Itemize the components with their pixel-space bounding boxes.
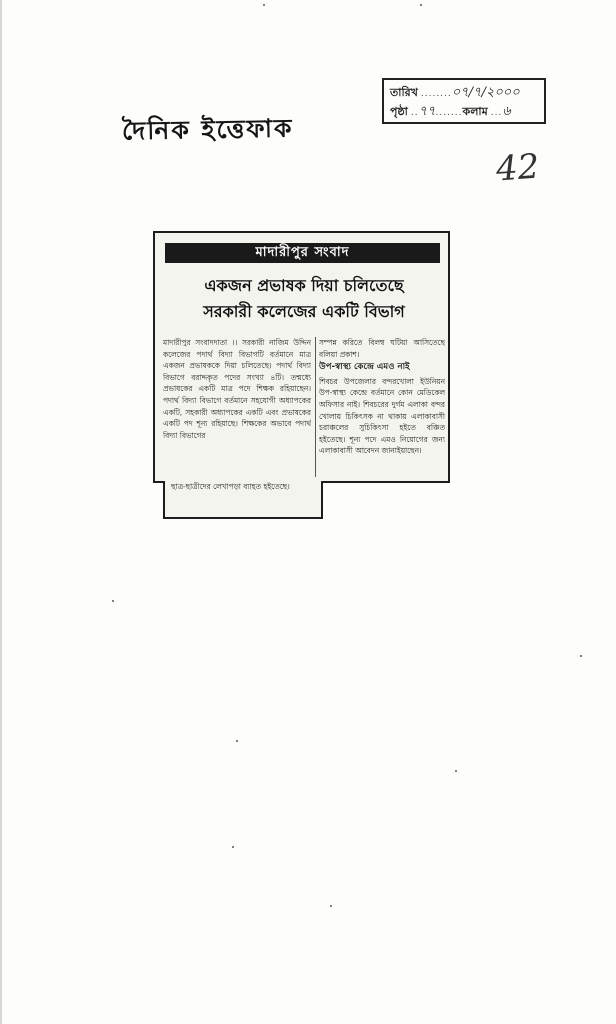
scan-speck bbox=[455, 770, 457, 772]
clipping-left-column: মাদারীপুর সংবাদদাতা ।। সরকারী নাজিম উদ্দিন কলেজের পদার্থ বিদ্যা বিভাগটি বর্তমানে মাত্র একজন প্রভাষককে দিয়া চলিতেছে। পদার্থ বিদ্যা বিভাগে বরাদ্দকৃত পদের সংখ্যা ৪টি। তন্মধ্যে প্রভাষকের একটি মাত্র পদে শিক্ষক রহিয়াছেন। পদার্থ বিদ্যা বিভাগে বর্তমানে সহযোগী অধ্যাপকের একটি, সহকারী অধ্যাপকের একটি এবং প্রভাষকের একটি পদ শূন্য রহিয়াছে। শিক্ষকের অভাবে পদার্থ বিদ্যা বিভাগের bbox=[163, 338, 311, 440]
scan-speck bbox=[580, 655, 582, 657]
clipping-main-block bbox=[153, 231, 450, 483]
stamp-date-row bbox=[390, 83, 538, 102]
stamp-dots: .. bbox=[410, 108, 419, 118]
handwritten-page-number: 42 bbox=[494, 146, 541, 190]
stamp-dots: ....... bbox=[435, 108, 463, 118]
scan-speck bbox=[420, 4, 422, 6]
headline-line-1: একজন প্রভাষক দিয়া চলিতেছে bbox=[204, 276, 404, 295]
scan-speck bbox=[330, 905, 332, 907]
right-column-intro: সম্পন্ন করিতে বিলম্ব ঘটিয়া আসিতেছে বলিয়া প্রকাশ। bbox=[319, 338, 445, 359]
clipping-tail-block bbox=[163, 481, 323, 519]
newspaper-clipping bbox=[153, 231, 450, 521]
clipping-banner: মাদারীপুর সংবাদ bbox=[165, 243, 440, 263]
scan-speck bbox=[263, 4, 265, 6]
right-column-body: শিবচর উপজেলার বন্দরখোলা ইউনিয়ন উপ-স্বাস্থ্য কেন্দ্রে বর্তমানে কোন মেডিকেল অফিসার নাই। শিবচরের দুর্গম এলাকা বন্দর খোলায় চিকিৎসক না থাকায় এলাকাবাসী চরাঞ্চলের সুচিকিৎসা হইতে বঞ্চিত হইতেছে। শূন্য পদে এমও নিয়োগের জন্য এলাকাবাসী আবেদন জানাইয়াছেন। bbox=[319, 376, 445, 456]
stamp-page-value: ৭৭ bbox=[418, 104, 436, 119]
clipping-tail-text: ছাত্র-ছাত্রীদের লেখাপড়া ব্যাহত হইতেছে। bbox=[171, 482, 290, 491]
scan-speck bbox=[236, 740, 238, 742]
stamp-column-value: ৬ bbox=[502, 104, 511, 119]
stamp-dots: ... bbox=[490, 108, 503, 118]
clipping-right-column bbox=[319, 337, 445, 477]
right-column-subhead: উপ-স্বাস্থ্য কেন্দ্রে এমও নাই bbox=[319, 362, 410, 373]
scan-speck bbox=[232, 846, 234, 848]
stamp-dots: ........ bbox=[420, 89, 452, 99]
column-divider bbox=[315, 337, 316, 477]
stamp-date-label: তারিখ bbox=[390, 86, 418, 99]
stamp-column-label: কলাম bbox=[462, 105, 488, 118]
stamp-page-label: পৃষ্ঠা bbox=[390, 105, 408, 118]
newspaper-source-label: দৈনিক ইত্তেফাক bbox=[121, 113, 294, 146]
headline-line-2: সরকারী কলেজের একটি বিভাগ bbox=[203, 302, 405, 321]
clipping-headline bbox=[163, 273, 445, 325]
archive-stamp bbox=[382, 78, 546, 124]
stamp-date-value: ০৭/৭/২০০০ bbox=[451, 85, 520, 100]
scan-speck bbox=[112, 600, 114, 602]
stamp-page-row bbox=[390, 102, 538, 121]
